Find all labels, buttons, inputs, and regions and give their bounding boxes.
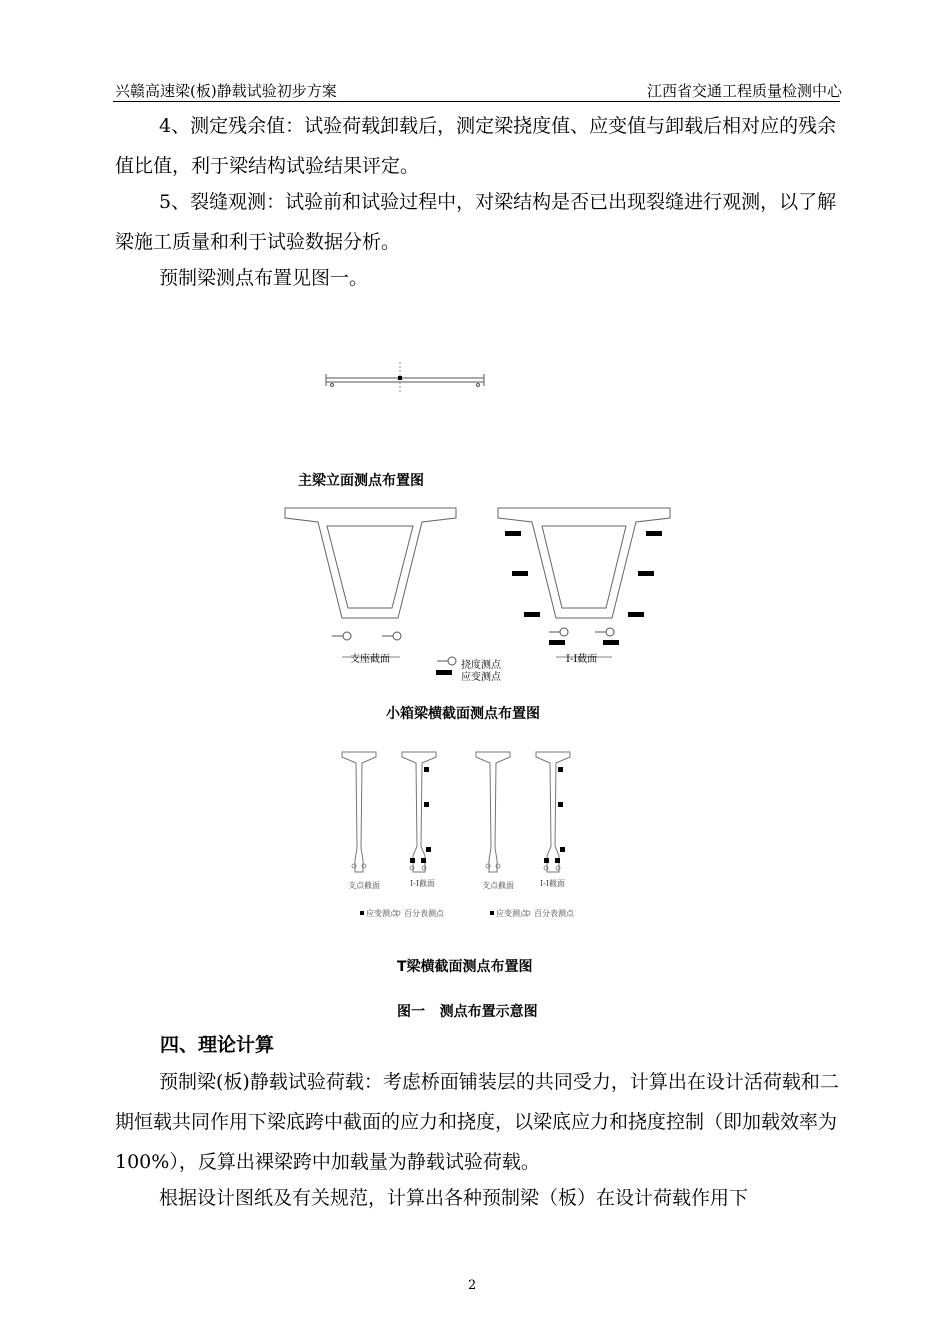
paragraph-residual-values: 4、测定残余值：试验荷载卸载后，测定梁挠度值、应变值与卸载后相对应的残余值比值，利于梁结构试验结果评定。 <box>115 115 837 177</box>
t-support-label-2: 支点截面 <box>482 881 514 890</box>
t-section-label-1: I-I截面 <box>410 879 436 888</box>
header-rule <box>113 101 840 102</box>
t-legend-strain-1: 应变测点 <box>366 909 398 918</box>
strain-point <box>410 858 415 863</box>
t-legend-disp-2: 百分表测点 <box>534 909 574 918</box>
strain-point <box>558 802 563 807</box>
deflection-point <box>606 628 614 636</box>
t-legend-disp-1: 百分表测点 <box>404 909 444 918</box>
deflection-point <box>393 632 401 640</box>
elevation-caption: 主梁立面测点布置图 <box>298 473 424 489</box>
legend-deflection-label: 挠度测点 <box>461 660 501 671</box>
strain-point <box>426 847 431 852</box>
strain-point <box>628 612 644 617</box>
strain-point <box>558 767 563 772</box>
box-support-section <box>285 508 456 618</box>
t-support-label-1: 支点截面 <box>348 881 380 890</box>
strain-point <box>603 640 619 645</box>
strain-point <box>512 571 528 576</box>
strain-point <box>638 571 654 576</box>
t-beam-support-2 <box>476 752 510 872</box>
t-beam-caption: T梁横截面测点布置图 <box>397 959 533 975</box>
paragraph-calculation: 根据设计图纸及有关规范，计算出各种预制梁（板）在设计荷载作用下 <box>159 1187 749 1209</box>
box-section-ii <box>498 508 670 618</box>
paragraph-test-load: 预制梁(板)静载试验荷载：考虑桥面铺装层的共同受力，计算出在设计活荷载和二期恒载共同作用下梁底跨中截面的应力和挠度，以梁底应力和挠度控制（即加载效率为100%），反算出裸梁跨中加载量为静载试验荷载。 <box>115 1071 839 1173</box>
legend-strain-label: 应变测点 <box>461 672 501 683</box>
strain-point <box>524 612 540 617</box>
strain-point <box>555 858 560 863</box>
t-beam-support-1 <box>342 752 376 872</box>
strain-point <box>544 858 549 863</box>
t-beam-diagram <box>330 748 590 920</box>
paragraph-crack-observation: 5、裂缝观测：试验前和试验过程中，对梁结构是否已出现裂缝进行观测，以了解梁施工质量和利于试验数据分析。 <box>115 191 837 253</box>
header-title: 兴赣高速梁(板)静载试验初步方案 <box>115 82 337 100</box>
strain-point <box>549 640 565 645</box>
page-number: 2 <box>468 1278 477 1293</box>
t-legend-strain-2: 应变测点 <box>496 909 528 918</box>
deflection-point <box>343 632 351 640</box>
t-beam-section-1 <box>402 752 436 872</box>
t-beam-section-2 <box>536 752 570 872</box>
header-organization: 江西省交通工程质量检测中心 <box>646 82 842 100</box>
figure-caption: 图一 测点布置示意图 <box>397 1004 538 1020</box>
paragraph-layout-reference: 预制梁测点布置见图一。 <box>159 267 369 289</box>
box-section-label: I-I截面 <box>566 654 598 665</box>
deflection-point <box>560 628 568 636</box>
elevation-diagram <box>320 360 490 396</box>
box-support-label: 支座截面 <box>350 654 390 665</box>
section-heading: 四、理论计算 <box>160 1034 275 1056</box>
strain-point <box>424 767 429 772</box>
strain-point <box>421 858 426 863</box>
strain-point <box>560 847 565 852</box>
t-section-label-2: I-I截面 <box>540 879 566 888</box>
strain-point <box>424 802 429 807</box>
box-girder-caption: 小箱梁横截面测点布置图 <box>386 706 540 722</box>
strain-point <box>646 531 662 536</box>
strain-point <box>505 531 521 536</box>
